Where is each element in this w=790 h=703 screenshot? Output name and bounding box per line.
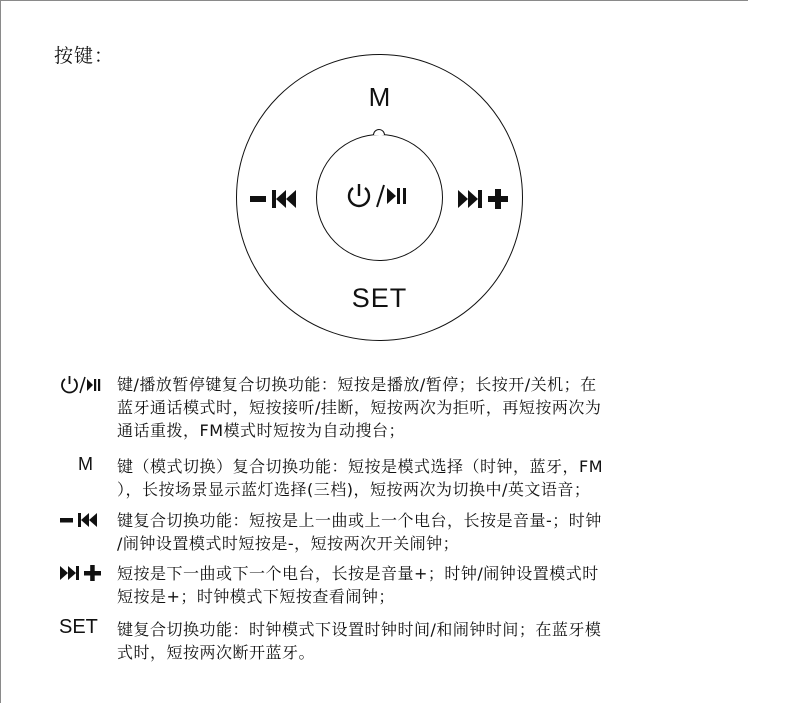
desc-line: 蓝牙通话模式时，短按接听/挂断，短按两次为拒听，再短按两次为	[117, 398, 602, 417]
next-plus-icon	[60, 564, 104, 582]
power-play-pause-icon	[60, 374, 106, 396]
set-button-label[interactable]: SET	[351, 283, 408, 313]
desc-line: 短按是下一曲或下一个电台，长按是音量+；时钟/闹钟设置模式时	[117, 564, 599, 583]
power-play-pause-icon[interactable]	[346, 182, 412, 212]
minus-previous-icon[interactable]	[250, 187, 302, 211]
desc-line: 键/播放暂停键复合切换功能：短按是播放/暂停；长按开/关机；在	[117, 375, 597, 394]
frame-top-border	[0, 0, 748, 1]
desc-line: /闹钟设置模式时短按是-，短按两次开关闹钟；	[117, 534, 460, 553]
desc-m-text	[117, 455, 717, 501]
m-button-label[interactable]: M	[368, 82, 391, 112]
desc-line: ），长按场景显示蓝灯选择(三档)，短按两次为切换中/英文语音；	[117, 480, 591, 499]
next-plus-icon[interactable]	[458, 187, 510, 211]
desc-line: 式时，短按两次断开蓝牙。	[117, 643, 316, 662]
page-heading: 按键：	[54, 45, 115, 67]
desc-power-text	[117, 373, 717, 442]
frame-left-border	[0, 0, 1, 703]
desc-minus-prev-text	[117, 509, 717, 555]
desc-line: 通话重拨，FM模式时短按为自动搜台；	[117, 421, 406, 440]
desc-line: 键（模式切换）复合切换功能：短按是模式选择（时钟，蓝牙，FM	[117, 457, 604, 476]
set-key-label: SET	[59, 616, 98, 638]
desc-next-plus-text	[117, 562, 717, 608]
desc-line: 键复合切换功能：时钟模式下设置时钟时间/和闹钟时间；在蓝牙模	[117, 620, 602, 639]
m-key-label: M	[78, 454, 93, 474]
desc-line: 键复合切换功能：短按是上一曲或上一个电台，长按是音量-；时钟	[117, 511, 602, 530]
minus-previous-icon	[60, 511, 104, 529]
desc-set-text	[117, 618, 717, 664]
desc-line: 短按是+；时钟模式下短按查看闹钟；	[117, 587, 395, 606]
control-dial	[236, 54, 523, 341]
